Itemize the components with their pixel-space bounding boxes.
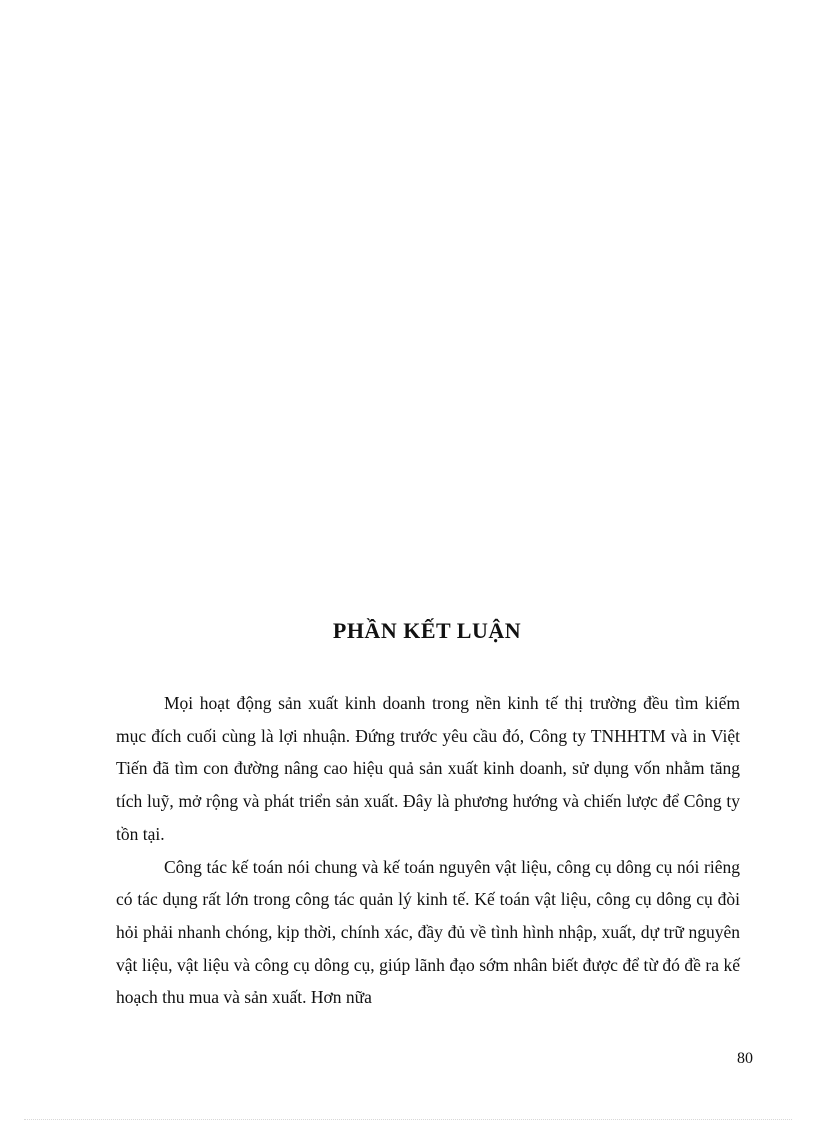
footer-dotted-rule — [24, 1119, 792, 1120]
paragraph-1: Mọi hoạt động sản xuất kinh doanh trong nền kinh tế thị trường đều tìm kiếm mục đích cuối cùng là lợi nhuận. Đứng trước yêu cầu đó, Công ty TNHHTM và in Việt Tiến đã tìm con đường nâng cao hiệu quả sản xuất kinh doanh, sử dụng vốn nhằm tăng tích luỹ, mở rộng và phát triển sản xuất. Đây là phương hướng và chiến lược để Công ty tồn tại. — [116, 693, 740, 844]
page-number: 80 — [737, 1050, 753, 1067]
paragraph-2: Công tác kế toán nói chung và kế toán nguyên vật liệu, công cụ dông cụ nói riêng có tác dụng rất lớn trong công tác quản lý kinh tế. Kế toán vật liệu, công cụ dông cụ đòi hỏi phải nhanh chóng, kịp thời, chính xác, đầy đủ về tình hình nhập, xuất, dự trữ nguyên vật liệu, vật liệu và công cụ dông cụ, giúp lãnh đạo sớm nhân biết được để từ đó đề ra kế hoạch thu mua và sản xuất. Hơn nữa — [116, 856, 740, 1008]
section-heading: PHẦN KẾT LUẬN — [332, 618, 522, 643]
body-text — [116, 687, 740, 1014]
